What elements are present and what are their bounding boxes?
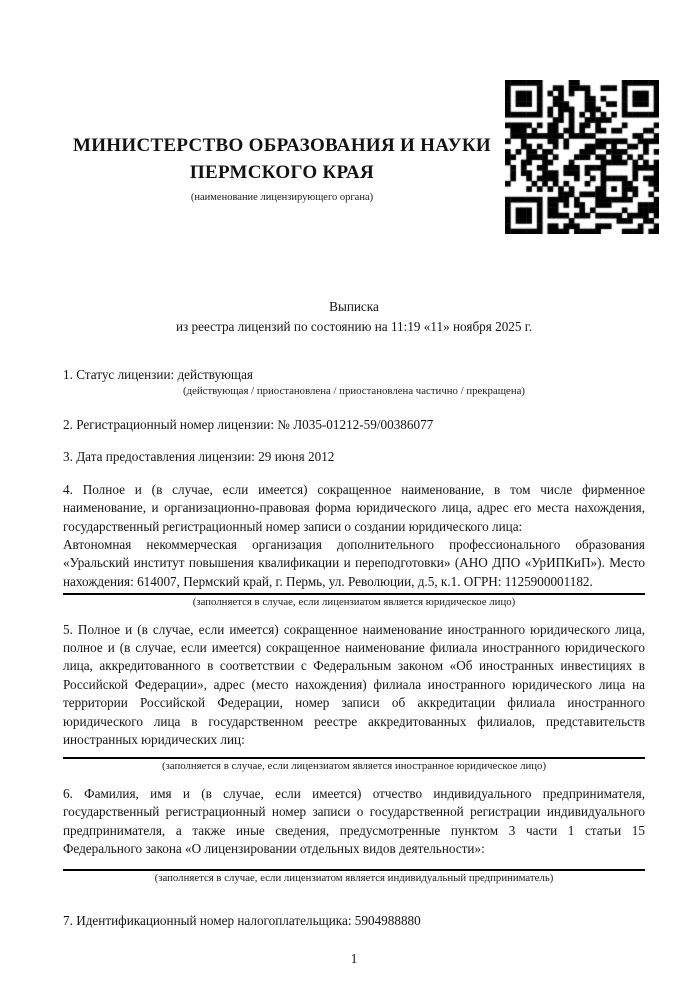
- ministry-name-line1: МИНИСТЕРСТВО ОБРАЗОВАНИЯ И НАУКИ: [72, 135, 492, 156]
- section-license-status: [63, 366, 645, 399]
- license-number-text: 2. Регистрационный номер лицензии: № Л035-01212-59/00386077: [63, 416, 434, 432]
- taxpayer-id-text: 7. Идентификационный номер налогоплательщика: 5904988880: [63, 913, 421, 929]
- legal-entity-value: Автономная некоммерческая организация дополнительного профессионального образования «Уральский институт повышения квалификации и переподготовки» (АНО ДПО «УрИПКиП»). Место нахождения: 614007, Пермский край, г. Пермь, ул. Революции, д.5, к.1. ОГРН: 1125900001182.: [63, 536, 645, 589]
- section-foreign-entity: [63, 621, 645, 773]
- individual-entrepreneur-caption: (заполняется в случае, если лицензиатом является индивидуальный предприниматель): [154, 871, 554, 884]
- section-legal-entity: [63, 481, 645, 610]
- license-status-text: 1. Статус лицензии: действующая: [63, 367, 254, 382]
- legal-entity-heading: 4. Полное и (в случае, если имеется) сокращенное наименование, в том числе фирменное наименование, и организационно-правовая форма юридического лица, адрес его места нахождения, государственный регистрационный номер записи о создании юридического лица:: [63, 481, 645, 534]
- document-body: [63, 297, 645, 968]
- fill-line-foreign-entity: [63, 757, 645, 759]
- section-license-number: [63, 416, 645, 434]
- document-title-line1: Выписка: [329, 299, 379, 314]
- fill-line-individual-entrepreneur: [63, 869, 645, 871]
- ministry-header: [58, 132, 506, 203]
- qr-code-icon: [505, 80, 659, 234]
- section-individual-entrepreneur: [63, 785, 645, 885]
- fill-line-legal-entity: [63, 593, 645, 595]
- legal-entity-caption: (заполняется в случае, если лицензиатом является юридическое лицо): [192, 596, 516, 609]
- licensing-authority-hint: (наименование лицензирующего органа): [190, 192, 374, 203]
- license-status-options-caption: (действующая / приостановлена / приостановлена частично / прекращена): [183, 385, 525, 398]
- section-license-grant-date: [63, 448, 645, 466]
- foreign-entity-caption: (заполняется в случае, если лицензиатом является иностранное юридическое лицо): [161, 759, 547, 772]
- page-number: 1: [350, 950, 358, 966]
- individual-entrepreneur-heading: 6. Фамилия, имя и (в случае, если имеется) отчество индивидуального предпринимателя, государственный регистрационный номер записи о государственной регистрации индивидуального предпринимателя, а также иные сведения, предусмотренные пунктом 3 части 1 статьи 15 Федерального закона «О лицензировании отдельных видов деятельности»:: [63, 786, 645, 857]
- document-title: [63, 297, 645, 336]
- section-taxpayer-id: [63, 912, 645, 930]
- document-title-line2: из реестра лицензий по состоянию на 11:19 «11» ноября 2025 г.: [175, 318, 533, 334]
- ministry-name-line2: ПЕРМСКОГО КРАЯ: [189, 162, 375, 183]
- license-grant-date-text: 3. Дата предоставления лицензии: 29 июня 2012: [63, 449, 335, 465]
- foreign-entity-heading: 5. Полное и (в случае, если имеется) сокращенное наименование иностранного юридического лица, полное и (в случае, если имеется) сокращенное наименование филиала иностранного юридического лица, аккредитованного в соответствии с Федеральным законом «Об иностранных инвестициях в Российской Федерации», адрес (место нахождения) филиала иностранного юридического лица на территории Российской Федерации, номер записи об аккредитации филиала иностранного юридического лица в государственном реестре аккредитованных филиалов, представительств иностранных юридических лиц:: [63, 621, 645, 748]
